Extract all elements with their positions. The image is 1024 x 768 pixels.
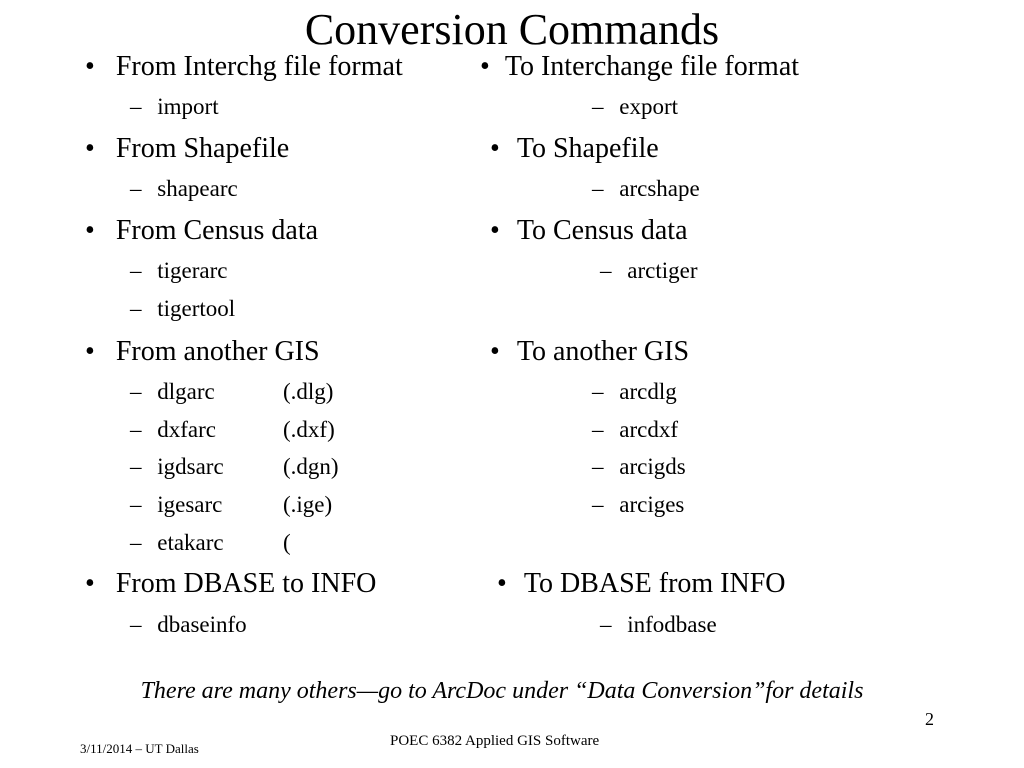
item-text: arctiger — [627, 258, 698, 283]
left-item-import — [130, 93, 219, 121]
bullet: • — [490, 215, 500, 246]
left-heading-interchange — [85, 50, 403, 84]
slide-title: Conversion Commands — [304, 5, 720, 54]
details-note: There are many others—go to ArcDoc under “Data Conversion”for details — [140, 678, 864, 704]
dash: – — [592, 492, 604, 517]
left-item-dlgarc — [130, 378, 215, 406]
heading-text: From Shapefile — [115, 133, 290, 164]
left-heading-another-gis — [85, 335, 320, 369]
right-item-arctiger — [600, 257, 697, 285]
dash: – — [592, 176, 604, 201]
item-text: igdsarc — [157, 454, 224, 479]
ext-dgn: (.dgn) — [283, 454, 339, 479]
item-text: arcigds — [619, 454, 686, 479]
item-text: infodbase — [627, 612, 717, 637]
right-item-export — [592, 93, 678, 121]
right-item-arcdxf — [592, 416, 678, 444]
dash: – — [130, 530, 142, 555]
footer-course: POEC 6382 Applied GIS Software — [390, 733, 600, 749]
bullet: • — [497, 568, 507, 599]
page-number: 2 — [925, 709, 934, 729]
dash: – — [592, 417, 604, 442]
right-heading-interchange — [480, 50, 799, 84]
right-item-arcdlg — [592, 378, 677, 406]
right-heading-dbase — [497, 567, 786, 601]
dash: – — [130, 94, 142, 119]
item-text: tigertool — [157, 296, 236, 321]
ext-dlg: (.dlg) — [283, 379, 334, 404]
item-text: shapearc — [157, 176, 238, 201]
left-heading-dbase — [85, 567, 376, 601]
dash: – — [600, 612, 612, 637]
dash: – — [130, 612, 142, 637]
item-text: export — [619, 94, 679, 119]
dash: – — [592, 379, 604, 404]
heading-text: To Shapefile — [516, 133, 659, 164]
left-item-igdsarc — [130, 453, 224, 481]
footer-date: 3/11/2014 – UT Dallas — [80, 741, 199, 756]
item-text: arcdlg — [619, 379, 677, 404]
ext-paren: ( — [283, 530, 291, 555]
bullet: • — [85, 336, 95, 367]
left-heading-shapefile — [85, 132, 289, 166]
dash: – — [130, 492, 142, 517]
left-item-tigertool — [130, 295, 235, 323]
heading-text: From Census data — [115, 215, 319, 246]
item-text: igesarc — [157, 492, 223, 517]
bullet: • — [490, 336, 500, 367]
item-text: tigerarc — [157, 258, 228, 283]
item-text: dbaseinfo — [157, 612, 247, 637]
left-item-igesarc — [130, 491, 222, 519]
bullet: • — [85, 568, 95, 599]
right-item-arcshape — [592, 175, 700, 203]
heading-text: From DBASE to INFO — [115, 568, 377, 599]
dash: – — [130, 379, 142, 404]
dash: – — [130, 296, 142, 321]
dash: – — [130, 258, 142, 283]
dash: – — [130, 417, 142, 442]
dash: – — [600, 258, 612, 283]
left-item-dbaseinfo — [130, 611, 247, 639]
item-text: arcshape — [619, 176, 700, 201]
item-text: dxfarc — [157, 417, 216, 442]
bullet: • — [490, 133, 500, 164]
left-heading-census — [85, 214, 318, 248]
heading-text: To Interchange file format — [504, 51, 800, 82]
left-item-dxfarc — [130, 416, 216, 444]
dash: – — [130, 176, 142, 201]
left-item-tigerarc — [130, 257, 227, 285]
heading-text: To Census data — [516, 215, 688, 246]
ext-dxf: (.dxf) — [283, 417, 335, 442]
right-item-arcigds — [592, 453, 686, 481]
left-item-etakarc — [130, 529, 224, 557]
item-text: arciges — [619, 492, 685, 517]
right-item-arciges — [592, 491, 684, 519]
dash: – — [592, 94, 604, 119]
ext-ige: (.ige) — [283, 492, 333, 517]
bullet: • — [85, 133, 95, 164]
right-heading-shapefile — [490, 132, 659, 166]
heading-text: To another GIS — [516, 336, 690, 367]
item-text: dlgarc — [157, 379, 215, 404]
heading-text: To DBASE from INFO — [523, 568, 786, 599]
dash: – — [592, 454, 604, 479]
right-heading-another-gis — [490, 335, 689, 369]
left-item-shapearc — [130, 175, 238, 203]
item-text: import — [157, 94, 219, 119]
right-item-infodbase — [600, 611, 717, 639]
dash: – — [130, 454, 142, 479]
bullet: • — [85, 51, 95, 82]
bullet: • — [480, 51, 490, 82]
item-text: arcdxf — [619, 417, 678, 442]
item-text: etakarc — [157, 530, 224, 555]
heading-text: From another GIS — [115, 336, 320, 367]
right-heading-census — [490, 214, 688, 248]
bullet: • — [85, 215, 95, 246]
heading-text: From Interchg file format — [115, 51, 403, 82]
